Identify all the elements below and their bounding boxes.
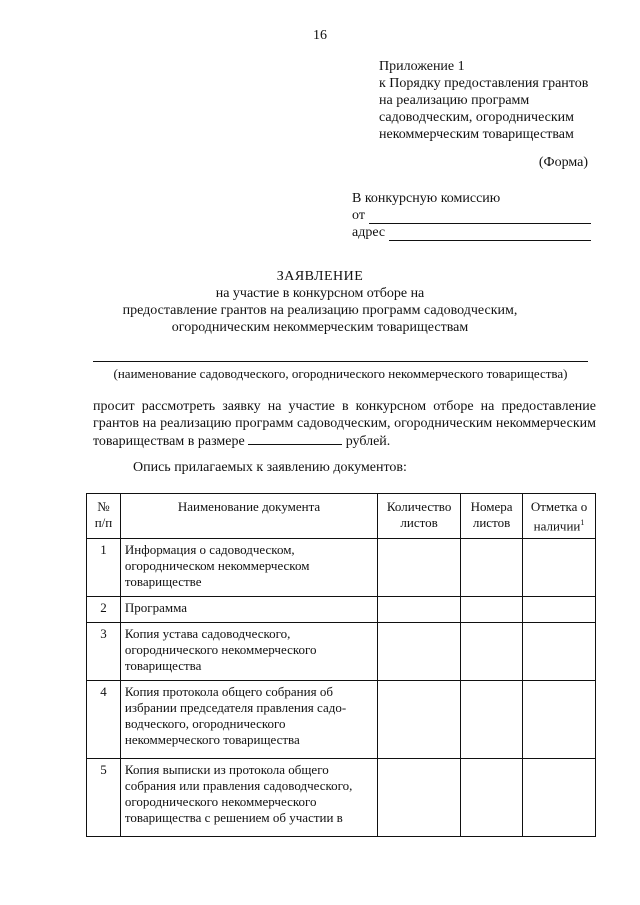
commission-to: В конкурсную комиссию	[352, 191, 501, 206]
row-pages-cell[interactable]	[461, 597, 523, 623]
footnote-mark: 1	[580, 518, 585, 527]
table-row	[87, 597, 596, 623]
row-qty-cell[interactable]	[378, 539, 461, 597]
row-name: Информация о садоводческом, огородническом некоммерческом товариществе	[120, 539, 377, 597]
document-title	[0, 268, 640, 336]
row-num: 4	[87, 681, 121, 759]
address-label: адрес	[352, 225, 386, 240]
from-label: от	[352, 208, 365, 223]
annex-line: на реализацию программ	[379, 93, 530, 108]
address-row	[352, 224, 591, 241]
annex-line: Приложение 1	[379, 59, 465, 74]
row-num: 2	[87, 597, 121, 623]
title-line: на участие в конкурсном отборе на	[215, 286, 425, 301]
documents-table	[86, 493, 596, 837]
annex-line: к Порядку предоставления грантов	[379, 76, 589, 91]
inventory-title: Опись прилагаемых к заявлению документов:	[133, 460, 407, 475]
row-name: Копия устава садоводческого, огороднического некоммерческого товарищества	[120, 623, 377, 681]
header-mark-text: Отметка о наличии	[530, 499, 588, 534]
row-pages-cell[interactable]	[461, 539, 523, 597]
row-num: 1	[87, 539, 121, 597]
header-mark	[523, 494, 596, 539]
address-field[interactable]	[389, 227, 591, 241]
table-row	[87, 759, 596, 837]
row-pages-cell[interactable]	[461, 681, 523, 759]
row-name: Копия выписки из протокола общего собрания или правления садоводческого, огороднического некоммерческого товарищества с решением об участии в	[120, 759, 377, 837]
table-row	[87, 681, 596, 759]
row-num: 5	[87, 759, 121, 837]
row-mark-cell[interactable]	[523, 597, 596, 623]
request-tail: рублей.	[345, 434, 391, 449]
row-mark-cell[interactable]	[523, 539, 596, 597]
request-paragraph	[93, 398, 596, 450]
row-mark-cell[interactable]	[523, 759, 596, 837]
row-num: 3	[87, 623, 121, 681]
title-heading: ЗАЯВЛЕНИЕ	[276, 269, 364, 284]
row-qty-cell[interactable]	[378, 597, 461, 623]
from-row	[352, 207, 591, 224]
row-mark-cell[interactable]	[523, 623, 596, 681]
row-mark-cell[interactable]	[523, 681, 596, 759]
page-number: 16	[313, 28, 327, 43]
amount-field[interactable]	[248, 432, 342, 445]
table-row	[87, 539, 596, 597]
annex-line: садоводческим, огородническим	[379, 110, 574, 125]
row-pages-cell[interactable]	[461, 759, 523, 837]
row-qty-cell[interactable]	[378, 623, 461, 681]
request-text: просит рассмотреть заявку на участие в конкурсном отборе на предоставление грантов на реализацию программ садоводческим, огородническим некоммерческим товариществам в размере	[93, 399, 596, 449]
header-qty: Количество листов	[378, 494, 461, 539]
title-line: предоставление грантов на реализацию программ садоводческим,	[122, 303, 518, 318]
table-row	[87, 623, 596, 681]
header-pages: Номера листов	[461, 494, 523, 539]
row-qty-cell[interactable]	[378, 759, 461, 837]
annex-line: некоммерческим товариществам	[379, 127, 574, 142]
organization-name-caption: (наименование садоводческого, огороднического некоммерческого товарищества)	[113, 366, 568, 381]
form-label: (Форма)	[538, 155, 588, 170]
title-line: огородническим некоммерческим товариществам	[171, 320, 469, 335]
row-pages-cell[interactable]	[461, 623, 523, 681]
header-num: № п/п	[87, 494, 121, 539]
row-name: Программа	[120, 597, 377, 623]
organization-name-field[interactable]	[93, 361, 588, 362]
commission-block	[352, 190, 591, 241]
from-field[interactable]	[369, 210, 591, 224]
table-header-row	[87, 494, 596, 539]
row-qty-cell[interactable]	[378, 681, 461, 759]
annex-block	[379, 58, 588, 143]
row-name: Копия протокола общего собрания об избрании председателя правления садо-водческого, огороднического некоммерческого товарищества	[120, 681, 377, 759]
header-name: Наименование документа	[120, 494, 377, 539]
